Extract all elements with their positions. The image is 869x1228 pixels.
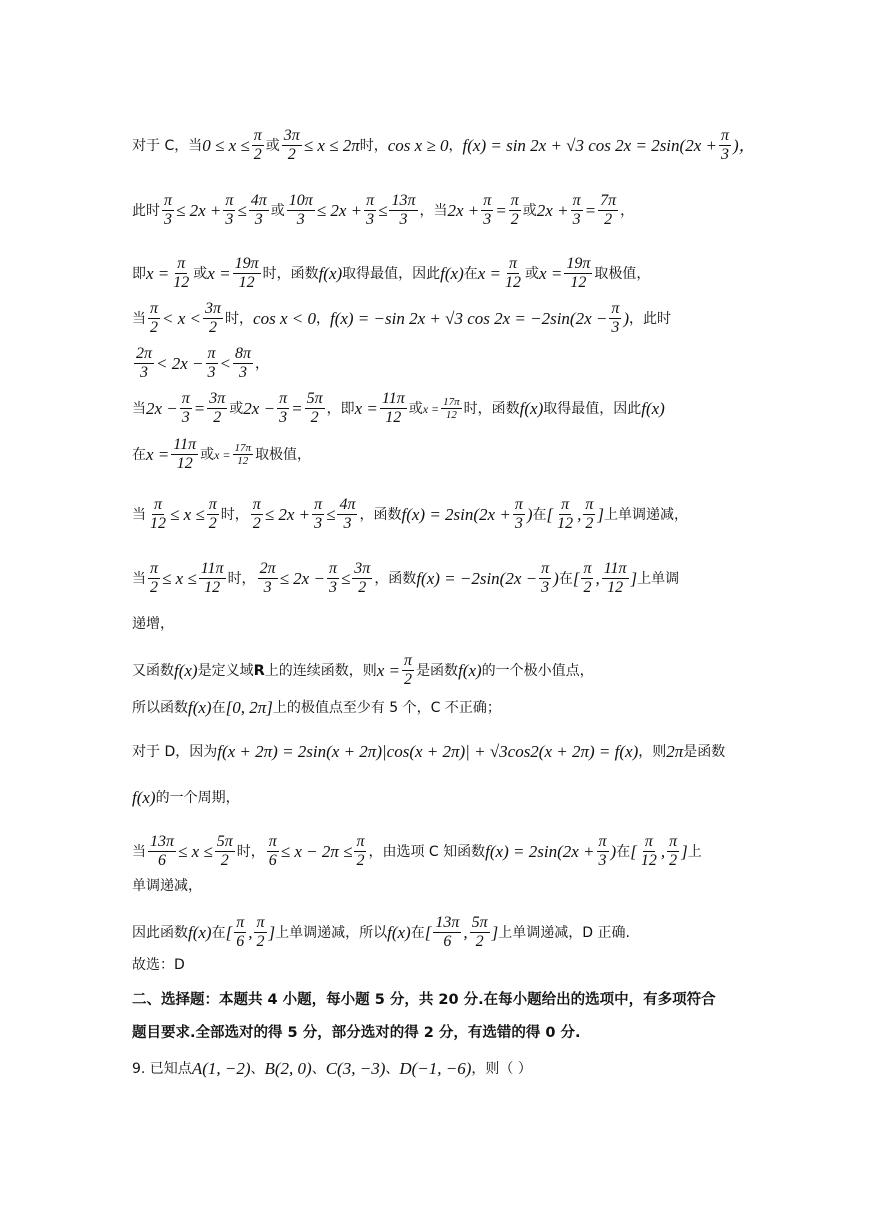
text: ，函数 xyxy=(374,570,417,587)
math: , xyxy=(660,841,666,861)
fraction: $\frac{17\pi}{12}$ xyxy=(234,442,252,467)
math: [ xyxy=(630,841,637,861)
text: 因此函数 xyxy=(132,924,188,941)
text: 又函数 xyxy=(132,662,174,679)
math: ] xyxy=(491,922,499,942)
fraction: $\frac{7\pi}{2}$ xyxy=(600,192,617,228)
fraction: $\frac{\pi}{3}$ xyxy=(164,192,173,228)
text: 在 xyxy=(463,265,478,282)
question-number: 9. 已知点 xyxy=(132,1061,192,1077)
math: ] xyxy=(597,504,605,524)
math: f(x) xyxy=(132,788,156,807)
text: 对于 C，当 xyxy=(132,137,203,154)
text: 时， xyxy=(227,570,256,587)
math: ≤ 2x − xyxy=(279,568,325,588)
math: f(x + 2π) = 2sin(x + 2π)|cos(x + 2π)| + √3cos2(x + 2π) = f(x) xyxy=(217,742,639,761)
fraction: $\frac{\pi}{3}$ xyxy=(720,127,729,163)
text: ， xyxy=(315,310,330,327)
text: 时， xyxy=(220,506,249,523)
text: 当 xyxy=(132,400,146,417)
text: 是函数 xyxy=(416,662,459,679)
fraction: $\frac{\pi}{2}$ xyxy=(585,496,594,532)
text: 时， xyxy=(236,843,265,860)
text: ， xyxy=(448,137,463,154)
text: ，当 xyxy=(419,202,448,219)
math: = xyxy=(495,200,507,220)
fraction: $\frac{11\pi}{12}$ xyxy=(173,436,197,472)
math: = xyxy=(193,398,206,418)
math: ≤ x ≤ 2π xyxy=(303,135,360,155)
fraction: $\frac{\pi}{3}$ xyxy=(181,390,190,426)
math: 2x + xyxy=(447,200,480,220)
math: x = xyxy=(146,263,170,283)
math: f(x) = 2sin(2x + xyxy=(485,841,595,861)
math: ] xyxy=(268,922,276,942)
text: 时，函数 xyxy=(463,400,520,417)
math: ≤ x ≤ xyxy=(170,504,205,524)
text: 、 xyxy=(250,1061,265,1077)
fraction: $\frac{10\pi}{3}$ xyxy=(288,192,313,228)
text: 上单调 xyxy=(637,570,680,587)
text: 上的极值点至少有 5 个，C 不正确； xyxy=(272,700,501,716)
fraction: $\frac{\pi}{2}$ xyxy=(150,560,159,596)
text: 取极值， xyxy=(255,446,312,463)
text: 上单调递减， xyxy=(604,506,689,523)
section-heading: 二、选择题：本题共 4 小题，每小题 5 分，共 20 分.在每小题给出的选项中，有多项符合 xyxy=(132,992,716,1008)
text: 上 xyxy=(687,843,702,860)
math: f(x) = −2sin(2x − xyxy=(416,568,538,588)
text: 上单调递减，D 正确. xyxy=(498,924,630,941)
text: 时， xyxy=(359,137,388,154)
fraction: $\frac{\pi}{2}$ xyxy=(150,300,159,336)
line-13 xyxy=(132,742,751,762)
line-12 xyxy=(132,698,751,718)
text: ，则 xyxy=(638,744,667,760)
math: , xyxy=(248,922,253,942)
question-9 xyxy=(132,1059,751,1079)
text: 或 xyxy=(229,400,244,417)
fraction: $\frac{\pi}{3}$ xyxy=(483,192,492,228)
fraction: $\frac{\pi}{3}$ xyxy=(541,560,550,596)
fraction: $\frac{3\pi}{2}$ xyxy=(283,127,300,163)
text: 递增， xyxy=(132,616,174,632)
math: ≤ x ≤ xyxy=(178,841,213,861)
line-11 xyxy=(132,652,751,689)
text: 时，函数 xyxy=(262,265,319,282)
math: f(x) xyxy=(641,398,665,418)
fraction: $\frac{3\pi}{2}$ xyxy=(209,390,226,426)
math: f(x) xyxy=(188,922,212,942)
math: A(1, −2) xyxy=(191,1059,251,1078)
text: 、 xyxy=(385,1061,400,1077)
text: 或 xyxy=(193,265,208,282)
fraction: $\frac{\pi}{12}$ xyxy=(640,833,657,869)
math: < xyxy=(219,353,232,373)
section-heading-line-2 xyxy=(132,1023,751,1043)
math: f(x) xyxy=(188,698,212,717)
math: f(x) xyxy=(174,660,198,680)
math: ) xyxy=(553,568,559,588)
math: D(−1, −6) xyxy=(399,1059,472,1078)
text: 即 xyxy=(132,265,146,282)
line-2 xyxy=(132,192,751,229)
fraction: $\frac{19\pi}{12}$ xyxy=(566,255,591,291)
text: 是定义域 xyxy=(197,662,254,679)
text: ，此时 xyxy=(629,310,672,327)
math: R xyxy=(253,662,265,679)
fraction: $\frac{\pi}{12}$ xyxy=(557,496,574,532)
math: 2x − xyxy=(243,398,276,418)
math: ] xyxy=(630,568,638,588)
text: 在 xyxy=(532,506,547,523)
math: f(x) xyxy=(458,660,482,680)
text: 在 xyxy=(616,843,631,860)
fraction: $\frac{\pi}{2}$ xyxy=(252,496,261,532)
fraction: $\frac{\pi}{3}$ xyxy=(366,192,375,228)
fraction: $\frac{\pi}{3}$ xyxy=(598,833,607,869)
text: 在 xyxy=(410,924,425,941)
math: ≤ xyxy=(378,200,388,220)
section-heading: 题目要求.全部选对的得 5 分，部分选对的得 2 分，有选错的得 0 分. xyxy=(132,1025,581,1041)
fraction: $\frac{\pi}{2}$ xyxy=(669,833,678,869)
fraction: $\frac{13\pi}{6}$ xyxy=(150,833,175,869)
fraction: $\frac{11\pi}{12}$ xyxy=(603,560,627,596)
fraction: $\frac{\pi}{3}$ xyxy=(514,496,523,532)
text: 单调递减， xyxy=(132,878,202,894)
math: f(x) xyxy=(318,263,343,283)
math: ≤ xyxy=(237,200,247,220)
math: ≤ 2x + xyxy=(316,200,363,220)
text: 的一个极小值点， xyxy=(481,662,594,679)
math: 0 ≤ x ≤ xyxy=(202,135,250,155)
math: [ xyxy=(424,922,432,942)
text: 或 xyxy=(408,400,423,417)
math: x = xyxy=(422,401,440,416)
fraction: $\frac{\pi}{3}$ xyxy=(314,496,323,532)
text: 当 xyxy=(132,843,146,860)
math: cos x < 0 xyxy=(253,308,316,328)
math: f(x) = 2sin(2x + xyxy=(401,504,511,524)
text: 或 xyxy=(522,202,537,219)
math: ] xyxy=(681,841,688,861)
text: ，由选项 C 知函数 xyxy=(368,843,486,860)
text: 或 xyxy=(265,137,280,154)
fraction: $\frac{4\pi}{3}$ xyxy=(250,192,267,228)
line-17 xyxy=(132,914,751,951)
line-1 xyxy=(132,127,756,164)
math: B(2, 0) xyxy=(264,1059,312,1078)
text: ，即 xyxy=(326,400,355,417)
line-6 xyxy=(132,390,751,427)
text: 当 xyxy=(132,310,146,327)
text: 对于 D，因为 xyxy=(132,744,218,760)
text: 在 xyxy=(132,446,146,463)
math: ) xyxy=(610,841,617,861)
math: = xyxy=(584,200,597,220)
text: 当 xyxy=(132,506,146,523)
fraction: $\frac{\pi}{3}$ xyxy=(611,300,620,336)
text: 所以函数 xyxy=(132,700,188,716)
math: , xyxy=(577,504,582,524)
fraction: $\frac{5\pi}{2}$ xyxy=(306,390,323,426)
math: [ xyxy=(572,568,580,588)
fraction: $\frac{19\pi}{12}$ xyxy=(234,255,259,291)
fraction: $\frac{\pi}{2}$ xyxy=(404,652,413,688)
fraction: $\frac{\pi}{2}$ xyxy=(208,496,217,532)
line-3 xyxy=(132,255,751,292)
math: < x < xyxy=(162,308,202,328)
text: 上的连续函数，则 xyxy=(264,662,377,679)
math: ≤ xyxy=(340,568,351,588)
text: ， xyxy=(255,355,270,372)
fraction: $\frac{\pi}{3}$ xyxy=(225,192,234,228)
fraction: $\frac{3\pi}{2}$ xyxy=(354,560,371,596)
math: x = xyxy=(539,263,563,283)
math: = xyxy=(291,398,303,418)
fraction: $\frac{4\pi}{3}$ xyxy=(339,496,356,532)
line-9 xyxy=(132,560,751,597)
math: cos x ≥ 0 xyxy=(387,135,449,155)
text: 或 xyxy=(270,202,285,219)
fraction: $\frac{\pi}{6}$ xyxy=(268,833,277,869)
fraction: $\frac{13\pi}{3}$ xyxy=(391,192,416,228)
text: 在 xyxy=(211,700,226,716)
text: 时， xyxy=(225,310,254,327)
math: x = xyxy=(376,660,401,680)
fraction: $\frac{\pi}{2}$ xyxy=(256,914,265,950)
fraction: $\frac{\pi}{3}$ xyxy=(279,390,288,426)
text: 或 xyxy=(200,446,215,463)
line-15 xyxy=(132,833,751,870)
text: 是函数 xyxy=(683,744,726,760)
math: x = xyxy=(354,398,378,418)
math: ≤ x − 2π ≤ xyxy=(280,841,353,861)
math: ≤ xyxy=(326,504,336,524)
math: 2x + xyxy=(536,200,569,220)
text: 或 xyxy=(525,265,540,282)
math: C(3, −3) xyxy=(325,1059,386,1078)
fraction: $\frac{5\pi}{2}$ xyxy=(216,833,233,869)
line-18 xyxy=(132,955,751,975)
fraction: $\frac{\pi}{12}$ xyxy=(173,255,190,291)
text: ，函数 xyxy=(359,506,402,523)
text: 的一个周期， xyxy=(155,790,240,806)
math: , xyxy=(463,922,468,942)
math: f(x) xyxy=(440,263,464,283)
fraction: $\frac{5\pi}{2}$ xyxy=(471,914,488,950)
fraction: $\frac{\pi}{6}$ xyxy=(236,914,245,950)
fraction: $\frac{\pi}{3}$ xyxy=(572,192,581,228)
fraction: $\frac{3\pi}{2}$ xyxy=(205,300,222,336)
fraction: $\frac{2\pi}{3}$ xyxy=(136,345,153,381)
math: 2π xyxy=(666,742,684,761)
text: 故选：D xyxy=(132,957,185,973)
fraction: $\frac{\pi}{2}$ xyxy=(253,127,262,163)
text: ， xyxy=(620,202,635,219)
text: 取得最值，因此 xyxy=(543,400,642,417)
text: 此时 xyxy=(132,202,160,219)
fraction: $\frac{11\pi}{12}$ xyxy=(200,560,224,596)
fraction: $\frac{\pi}{3}$ xyxy=(207,345,216,381)
math: [ xyxy=(225,922,233,942)
math: x = xyxy=(214,447,231,462)
math: ) xyxy=(623,308,630,328)
fraction: $\frac{\pi}{2}$ xyxy=(510,192,519,228)
math: , xyxy=(595,568,600,588)
text: 取得最值，因此 xyxy=(342,265,441,282)
fraction: $\frac{\pi}{2}$ xyxy=(583,560,592,596)
math: ≤ x ≤ xyxy=(162,568,197,588)
text: 在 xyxy=(211,924,226,941)
fraction: $\frac{\pi}{12}$ xyxy=(150,496,166,532)
text: 上单调递减，所以 xyxy=(275,924,388,941)
fraction: $\frac{8\pi}{3}$ xyxy=(235,345,252,381)
line-4 xyxy=(132,300,751,337)
fraction: $\frac{\pi}{12}$ xyxy=(505,255,522,291)
math: f(x) = −sin 2x + √3 cos 2x = −2sin(2x − xyxy=(329,308,608,328)
math: f(x) xyxy=(519,398,544,418)
math: x = xyxy=(477,263,502,283)
math: ≤ 2x + xyxy=(264,504,311,524)
fraction: $\frac{2\pi}{3}$ xyxy=(259,560,276,596)
line-8 xyxy=(132,496,751,533)
math: [ xyxy=(546,504,554,524)
math: )， xyxy=(732,135,756,155)
math: f(x) xyxy=(387,922,411,942)
fraction: $\frac{\pi}{3}$ xyxy=(328,560,337,596)
line-7 xyxy=(132,436,751,473)
math: ≤ 2x + xyxy=(176,200,222,220)
section-heading-line-1 xyxy=(132,990,751,1010)
fraction: $\frac{13\pi}{6}$ xyxy=(435,914,460,950)
text: 在 xyxy=(558,570,573,587)
line-16 xyxy=(132,876,751,896)
text: ，则（ ） xyxy=(471,1061,532,1077)
line-10 xyxy=(132,614,751,634)
math: ) xyxy=(526,504,533,524)
line-14 xyxy=(132,788,751,808)
fraction: $\frac{17\pi}{12}$ xyxy=(443,396,460,421)
fraction: $\frac{11\pi}{12}$ xyxy=(381,390,405,426)
math: 2x − xyxy=(146,398,178,418)
text: 取极值， xyxy=(594,265,651,282)
text: 当 xyxy=(132,570,146,587)
math: [0, 2π] xyxy=(225,698,273,717)
math: x = xyxy=(146,444,170,464)
text: 、 xyxy=(311,1061,326,1077)
math: f(x) = sin 2x + √3 cos 2x = 2sin(2x + xyxy=(462,135,717,155)
line-5 xyxy=(132,345,751,382)
fraction: $\frac{\pi}{2}$ xyxy=(356,833,365,869)
math: x = xyxy=(207,263,231,283)
math: < 2x − xyxy=(156,353,204,373)
